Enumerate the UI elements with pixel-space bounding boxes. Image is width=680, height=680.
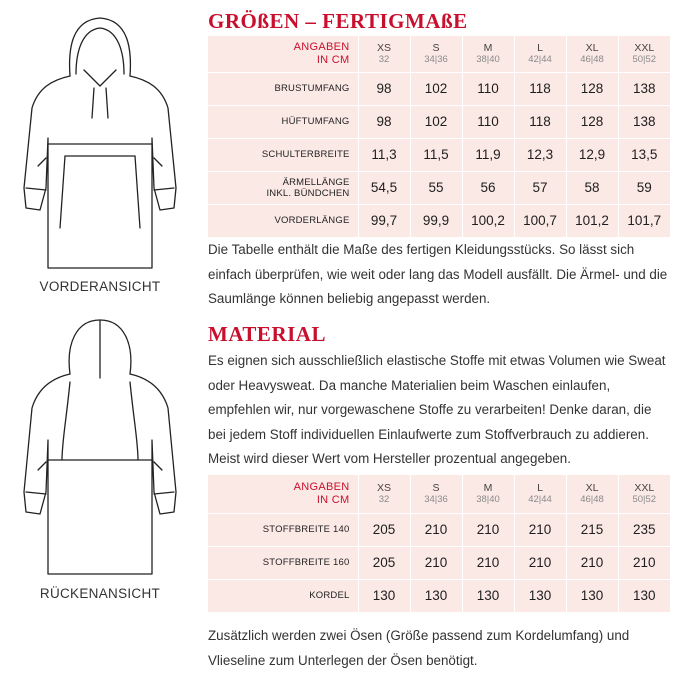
size-name: XXL	[634, 41, 655, 54]
table-cell: 56	[462, 171, 514, 204]
table-row	[208, 171, 670, 204]
row-label: KORDEL	[208, 579, 358, 612]
table-cell: 110	[462, 105, 514, 138]
table-cell: 128	[566, 105, 618, 138]
size-number: 32	[378, 493, 390, 505]
table-cell: 59	[618, 171, 670, 204]
size-name: XL	[585, 41, 599, 54]
size-name: XXL	[634, 481, 655, 494]
size-name: XS	[376, 481, 391, 494]
table-cell: 130	[358, 579, 410, 612]
table-cell: 55	[410, 171, 462, 204]
row-label-line2: INKL. BÜNDCHEN	[266, 187, 350, 199]
table-row	[208, 105, 670, 138]
table-cell: 99,7	[358, 204, 410, 237]
table-cell: 12,3	[514, 138, 566, 171]
size-column-header	[566, 36, 618, 72]
table-cell: 102	[410, 105, 462, 138]
size-column-header	[566, 475, 618, 513]
size-number: 32	[378, 53, 390, 65]
size-column-header	[410, 475, 462, 513]
row-label	[208, 171, 358, 204]
table-row	[208, 138, 670, 171]
sizes-heading: GRÖßEN – FERTIGMAßE	[208, 9, 468, 33]
table-cell: 100,2	[462, 204, 514, 237]
size-name: M	[483, 41, 493, 54]
size-column-header	[618, 36, 670, 72]
table-cell: 210	[514, 546, 566, 579]
table-cell: 11,3	[358, 138, 410, 171]
header-label-line2: IN CM	[316, 493, 350, 506]
table-cell: 57	[514, 171, 566, 204]
table-cell: 210	[462, 546, 514, 579]
table-row	[208, 204, 670, 237]
size-number: 46|48	[580, 493, 604, 505]
material-description: Es eignen sich ausschließlich elastische Stoffe mit etwas Volumen wie Sweat oder Heavysweat. Da manche Materialien beim Waschen einlaufen, empfehlen wir, nur vorgewaschene Stoffe zu verarbeiten! Denke daran, die bei jedem Stoff individuellen Einlaufwerte zum Stoffverbrauch zu addieren. Meist wird dieser Wert vom Hersteller prozentual angegeben.	[208, 353, 666, 466]
table-cell: 210	[514, 513, 566, 546]
size-name: M	[483, 481, 493, 494]
table-cell: 100,7	[514, 204, 566, 237]
table-cell: 99,9	[410, 204, 462, 237]
table-cell: 210	[410, 546, 462, 579]
size-column-header	[358, 475, 410, 513]
row-label: VORDERLÄNGE	[208, 204, 358, 237]
table-cell: 130	[566, 579, 618, 612]
size-number: 50|52	[632, 493, 657, 505]
table-cell: 205	[358, 546, 410, 579]
illustration-column	[0, 0, 200, 680]
table-cell: 210	[462, 513, 514, 546]
row-label: BRUSTUMFANG	[208, 72, 358, 105]
table-cell: 118	[514, 72, 566, 105]
table-cell: 215	[566, 513, 618, 546]
table-cell: 98	[358, 72, 410, 105]
row-label: HÜFTUMFANG	[208, 105, 358, 138]
size-number: 34|36	[424, 53, 448, 65]
table-cell: 130	[410, 579, 462, 612]
header-label-line2: IN CM	[316, 53, 350, 66]
table-cell: 138	[618, 105, 670, 138]
header-label	[208, 36, 358, 72]
row-label: SCHULTERBREITE	[208, 138, 358, 171]
finished-measurements-table	[208, 36, 670, 237]
table-cell: 130	[462, 579, 514, 612]
size-number: 46|48	[580, 53, 604, 65]
size-column-header	[462, 475, 514, 513]
table-row	[208, 546, 670, 579]
size-number: 38|40	[476, 493, 500, 505]
size-column-header	[618, 475, 670, 513]
table-cell: 130	[632, 588, 656, 604]
table-cell: 205	[358, 513, 410, 546]
table-cell: 101,2	[566, 204, 618, 237]
size-name: S	[432, 41, 440, 54]
size-column-header	[410, 36, 462, 72]
size-number: 42|44	[528, 53, 552, 65]
size-column-header	[462, 36, 514, 72]
table-cell: 235	[618, 513, 670, 546]
header-label-line1: ANGABEN	[293, 480, 350, 493]
size-name: XS	[376, 41, 391, 54]
size-column-header	[358, 36, 410, 72]
back-view-caption: RÜCKENANSICHT	[39, 586, 161, 601]
table-row	[208, 72, 670, 105]
size-name: XL	[585, 481, 599, 494]
table-cell: 210	[566, 546, 618, 579]
table-cell: 13,5	[618, 138, 670, 171]
header-label-line1: ANGABEN	[293, 40, 350, 53]
table-cell: 58	[566, 171, 618, 204]
table-cell: 138	[618, 72, 670, 105]
table-cell: 11,9	[462, 138, 514, 171]
row-label: STOFFBREITE 140	[208, 513, 358, 546]
table-cell: 210	[410, 513, 462, 546]
size-number: 50|52	[632, 53, 657, 65]
table-cell: 130	[514, 579, 566, 612]
front-view-caption: VORDERANSICHT	[39, 279, 161, 294]
row-label-line1: ÄRMELLÄNGE	[282, 176, 350, 188]
table-cell: 11,5	[410, 138, 462, 171]
material-heading: MATERIAL	[208, 322, 326, 346]
size-column-header	[514, 36, 566, 72]
table-header-row	[208, 36, 670, 72]
table-cell: 128	[566, 72, 618, 105]
table-cell: 102	[410, 72, 462, 105]
hoodie-back-view-drawing	[10, 312, 190, 582]
row-label: STOFFBREITE 160	[208, 546, 358, 579]
size-number: 42|44	[528, 493, 552, 505]
table-row	[208, 513, 670, 546]
size-name: L	[537, 41, 543, 54]
table-cell: 98	[358, 105, 410, 138]
size-number: 38|40	[476, 53, 500, 65]
table-cell: 101,7	[627, 213, 662, 229]
table-row	[208, 579, 670, 612]
size-column-header	[514, 475, 566, 513]
table-header-row	[208, 475, 670, 513]
header-label	[208, 475, 358, 513]
table-cell: 210	[618, 546, 670, 579]
table-cell: 12,9	[566, 138, 618, 171]
table-cell: 54,5	[358, 171, 410, 204]
fabric-requirements-table	[208, 475, 670, 612]
material-note: Zusätzlich werden zwei Ösen (Größe passend zum Kordelumfang) und Vlieseline zum Unterlegen der Ösen benötigt.	[208, 628, 630, 668]
size-number: 34|36	[424, 493, 448, 505]
table-cell: 110	[462, 72, 514, 105]
measurements-note: Die Tabelle enthält die Maße des fertigen Kleidungsstücks. So lässt sich einfach überprüfen, wie weit oder lang das Modell ausfällt. Die Ärmel- und die Saumlänge können beliebig angepasst werden.	[208, 242, 668, 306]
size-name: L	[537, 481, 543, 494]
hoodie-front-view-drawing	[10, 8, 190, 273]
size-name: S	[432, 481, 440, 494]
table-cell: 118	[514, 105, 566, 138]
